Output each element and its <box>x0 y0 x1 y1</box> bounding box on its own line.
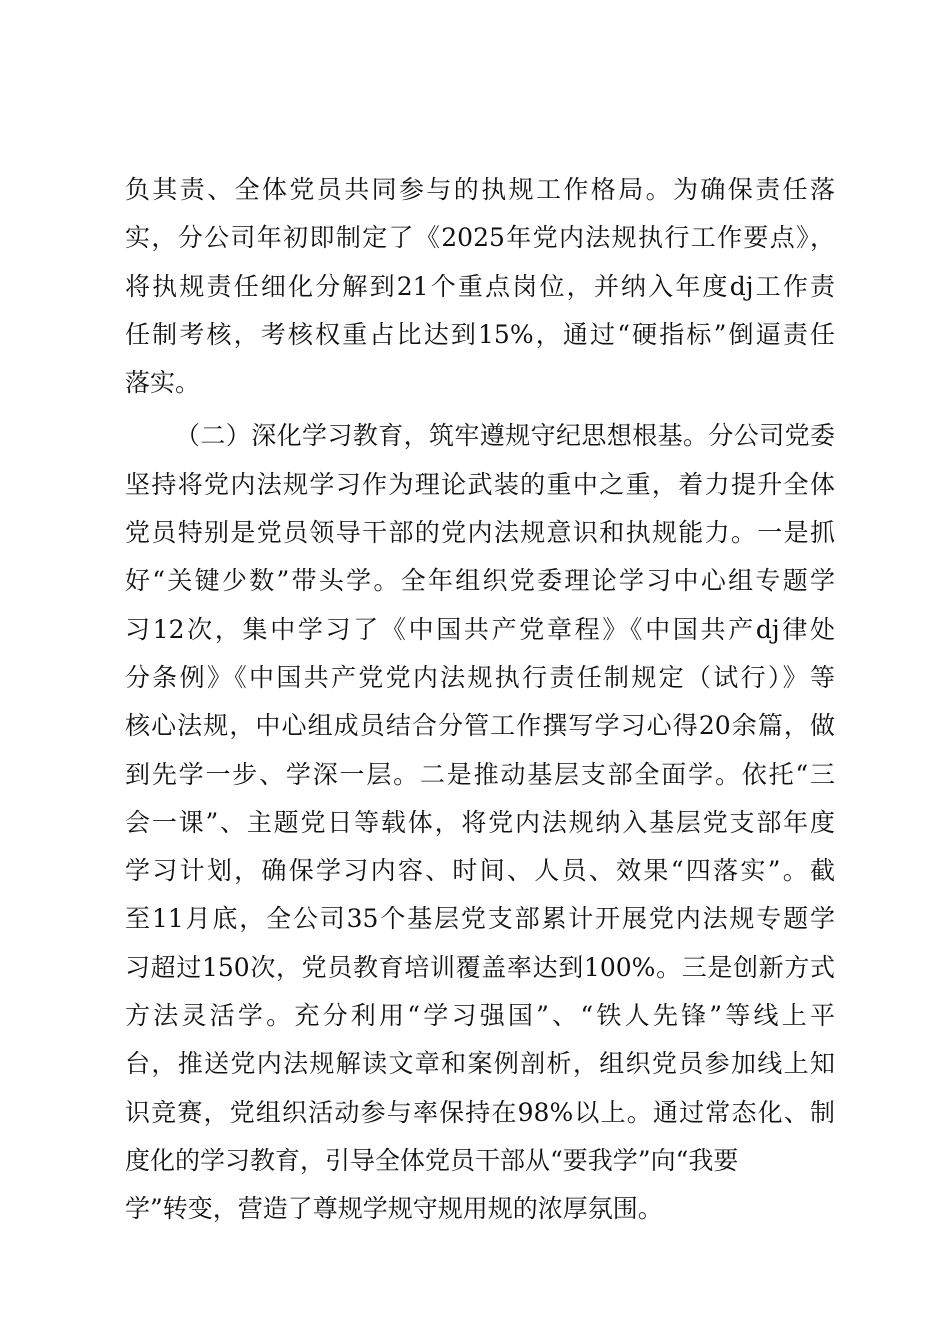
text-line: 识竞赛，党组织活动参与率保持在98%以上。通过常态化、制 <box>125 1097 835 1127</box>
text-line: 将执规责任细化分解到21个重点岗位，并纳入年度dj工作责 <box>125 271 835 301</box>
text-line: 到先学一步、学深一层。二是推动基层支部全面学。依托“三 <box>125 759 835 789</box>
document-page <box>125 166 835 1234</box>
text-line: 负其责、全体党员共同参与的执规工作格局。为确保责任落 <box>125 175 835 204</box>
paragraph-1 <box>125 166 835 407</box>
text-line: 实，分公司年初即制定了《2025年党内法规执行工作要点》， <box>125 223 835 253</box>
text-line: 学”转变，营造了尊规学规守规用规的浓厚氛围。 <box>125 1194 663 1224</box>
text-line: 坚持将党内法规学习作为理论武装的重中之重，着力提升全体 <box>125 469 835 499</box>
text-line: 习12次，集中学习了《中国共产党章程》《中国共产dj律处 <box>125 614 835 644</box>
section-heading-line: （二）深化学习教育，筑牢遵规守纪思想根基。分公司党委 <box>175 421 835 451</box>
text-line: 落实。 <box>125 368 201 398</box>
text-line: 好“关键少数”带头学。全年组织党委理论学习中心组专题学 <box>125 566 835 596</box>
paragraph-2 <box>125 412 835 1233</box>
text-line: 党员特别是党员领导干部的党内法规意识和执规能力。一是抓 <box>125 518 835 548</box>
text-line: 会一课”、主题党日等载体，将党内法规纳入基层党支部年度 <box>125 807 835 837</box>
text-line: 方法灵活学。充分利用“学习强国”、“铁人先锋”等线上平 <box>125 1001 835 1031</box>
text-line: 任制考核，考核权重占比达到15%，通过“硬指标”倒逼责任 <box>125 319 835 349</box>
text-line: 度化的学习教育，引导全体党员干部从“要我学”向“我要 <box>125 1145 739 1175</box>
text-line: 核心法规，中心组成员结合分管工作撰写学习心得20余篇，做 <box>125 711 835 741</box>
text-line: 习超过150次，党员教育培训覆盖率达到100%。三是创新方式 <box>125 952 835 982</box>
text-line: 分条例》《中国共产党党内法规执行责任制规定（试行）》等 <box>125 662 835 692</box>
text-line: 台，推送党内法规解读文章和案例剖析，组织党员参加线上知 <box>125 1049 835 1079</box>
text-line: 学习计划，确保学习内容、时间、人员、效果“四落实”。截 <box>125 856 835 886</box>
text-line: 至11月底，全公司35个基层党支部累计开展党内法规专题学 <box>125 904 835 934</box>
